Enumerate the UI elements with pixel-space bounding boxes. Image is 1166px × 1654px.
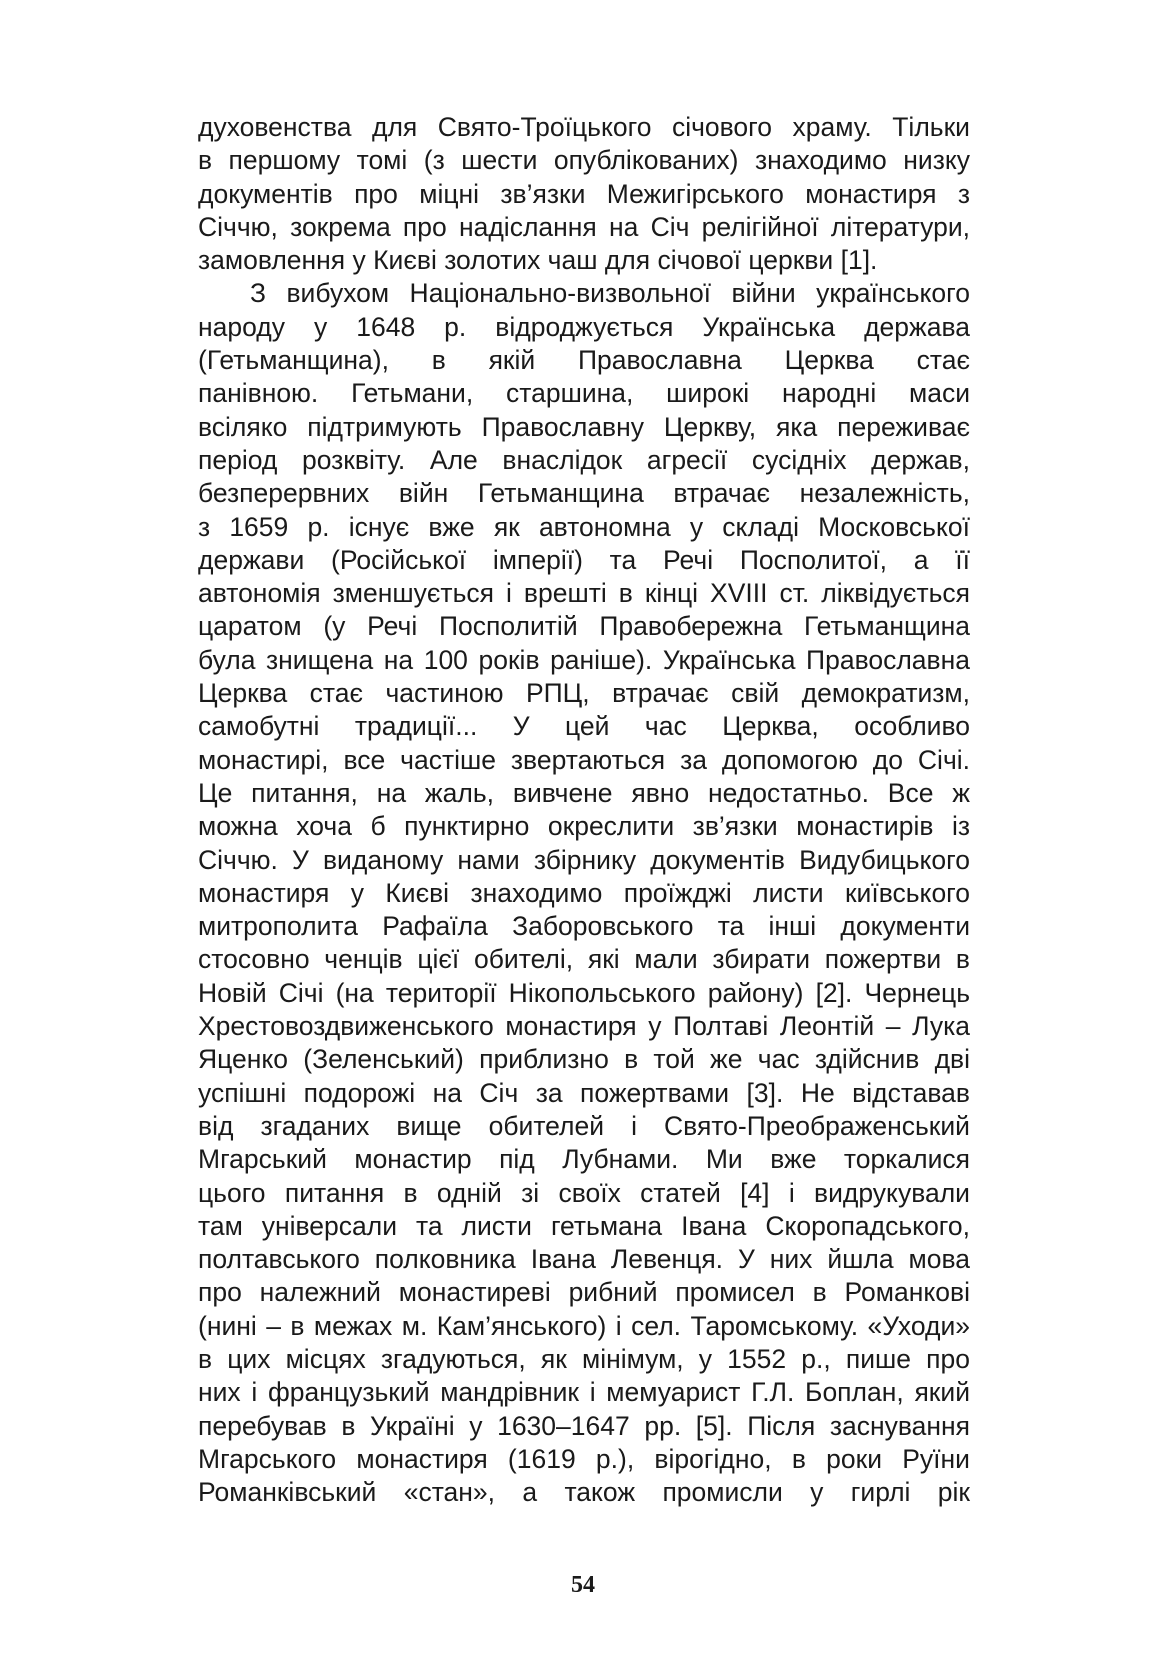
text-line: Мгарський монастир під Лубнами. Ми вже торкалися bbox=[198, 1144, 970, 1175]
text-line: Хрестовоздвиженського монастиря у Полтаві Леонтій – Лука bbox=[198, 1011, 970, 1042]
text-line: автономія зменшується і врешті в кінці XVIII ст. ліквідується bbox=[198, 578, 970, 609]
text-line: безперервних війн Гетьманщина втрачає незалежність, bbox=[198, 478, 970, 509]
text-line: можна хоча б пунктирно окреслити зв’язки монастирів із bbox=[198, 811, 970, 842]
text-line: Січчю, зокрема про надіслання на Січ релігійної літератури, bbox=[198, 211, 970, 242]
text-line: полтавського полковника Івана Левенця. У них йшла мова bbox=[198, 1244, 970, 1275]
text-line: Це питання, на жаль, вивчене явно недостатньо. Все ж bbox=[198, 777, 970, 808]
text-line: Церква стає частиною РПЦ, втрачає свій демократизм, bbox=[198, 678, 970, 709]
text-line: монастиря у Києві знаходимо проїжджі листи київського bbox=[198, 877, 970, 908]
text-line: народу у 1648 р. відроджується Українська держава bbox=[198, 311, 970, 342]
text-line: про належний монастиреві рибний промисел в Романкові bbox=[198, 1277, 970, 1308]
text-line: від згаданих вище обителей і Свято-Преображенський bbox=[198, 1110, 970, 1141]
text-line: царатом (у Речі Посполитій Правобережна Гетьманщина bbox=[198, 611, 970, 642]
text-line: духовенства для Свято-Троїцького січового храму. Тільки bbox=[198, 112, 970, 142]
body-text bbox=[198, 111, 970, 1509]
text-line: З вибухом Національно-визвольної війни українського bbox=[250, 278, 970, 309]
text-line: цього питання в одній зі своїх статей [4] і видрукували bbox=[198, 1177, 970, 1208]
text-line: період розквіту. Але внаслідок агресії сусідніх держав, bbox=[198, 444, 970, 475]
text-line: Новій Січі (на території Нікопольського району) [2]. Чернець bbox=[198, 977, 970, 1008]
text-line: успішні подорожі на Січ за пожертвами [3]. Не відставав bbox=[198, 1077, 970, 1108]
text-line: замовлення у Києві золотих чаш для січової церкви [1]. bbox=[198, 245, 878, 276]
text-line: (Гетьманщина), в якій Православна Церква стає bbox=[198, 345, 970, 376]
text-line: Січчю. У виданому нами збірнику документів Видубицького bbox=[198, 844, 970, 875]
text-line: митрополита Рафаїла Заборовського та інші документи bbox=[198, 911, 970, 942]
text-line: них і французький мандрівник і мемуарист Г.Л. Боплан, який bbox=[198, 1377, 970, 1408]
text-line: Мгарського монастиря (1619 р.), вірогідно, в роки Руїни bbox=[198, 1443, 970, 1474]
text-line: всіляко підтримують Православну Церкву, яка переживає bbox=[198, 411, 970, 442]
text-line: (нині – в межах м. Кам’янського) і сел. Таромському. «Уходи» bbox=[198, 1310, 970, 1341]
text-line: там універсали та листи гетьмана Івана Скоропадського, bbox=[198, 1210, 970, 1241]
text-line: панівною. Гетьмани, старшина, широкі народні маси bbox=[198, 378, 970, 409]
text-line: монастирі, все частіше звертаються за допомогою до Січі. bbox=[198, 744, 970, 775]
text-line: в першому томі (з шести опублікованих) знаходимо низку bbox=[198, 145, 970, 176]
text-line: Яценко (Зеленський) приблизно в той же час здійснив дві bbox=[198, 1044, 970, 1075]
text-line: Романківський «стан», а також промисли у гирлі рік bbox=[198, 1477, 970, 1508]
text-line: документів про міцні зв’язки Межигірського монастиря з bbox=[198, 178, 970, 209]
page-number: 54 bbox=[571, 1572, 595, 1598]
text-line: перебував в Україні у 1630–1647 рр. [5]. Після заснування bbox=[198, 1410, 970, 1441]
text-line: в цих місцях згадуються, як мінімум, у 1552 р., пише про bbox=[198, 1343, 970, 1374]
text-line: самобутні традиції... У цей час Церква, особливо bbox=[198, 711, 970, 742]
text-line: була знищена на 100 років раніше). Українська Православна bbox=[198, 644, 970, 675]
text-line: держави (Російської імперії) та Речі Посполитої, а її bbox=[198, 544, 970, 575]
text-line: з 1659 р. існує вже як автономна у складі Московської bbox=[198, 511, 970, 542]
text-line: стосовно ченців цієї обителі, які мали збирати пожертви в bbox=[198, 944, 970, 975]
